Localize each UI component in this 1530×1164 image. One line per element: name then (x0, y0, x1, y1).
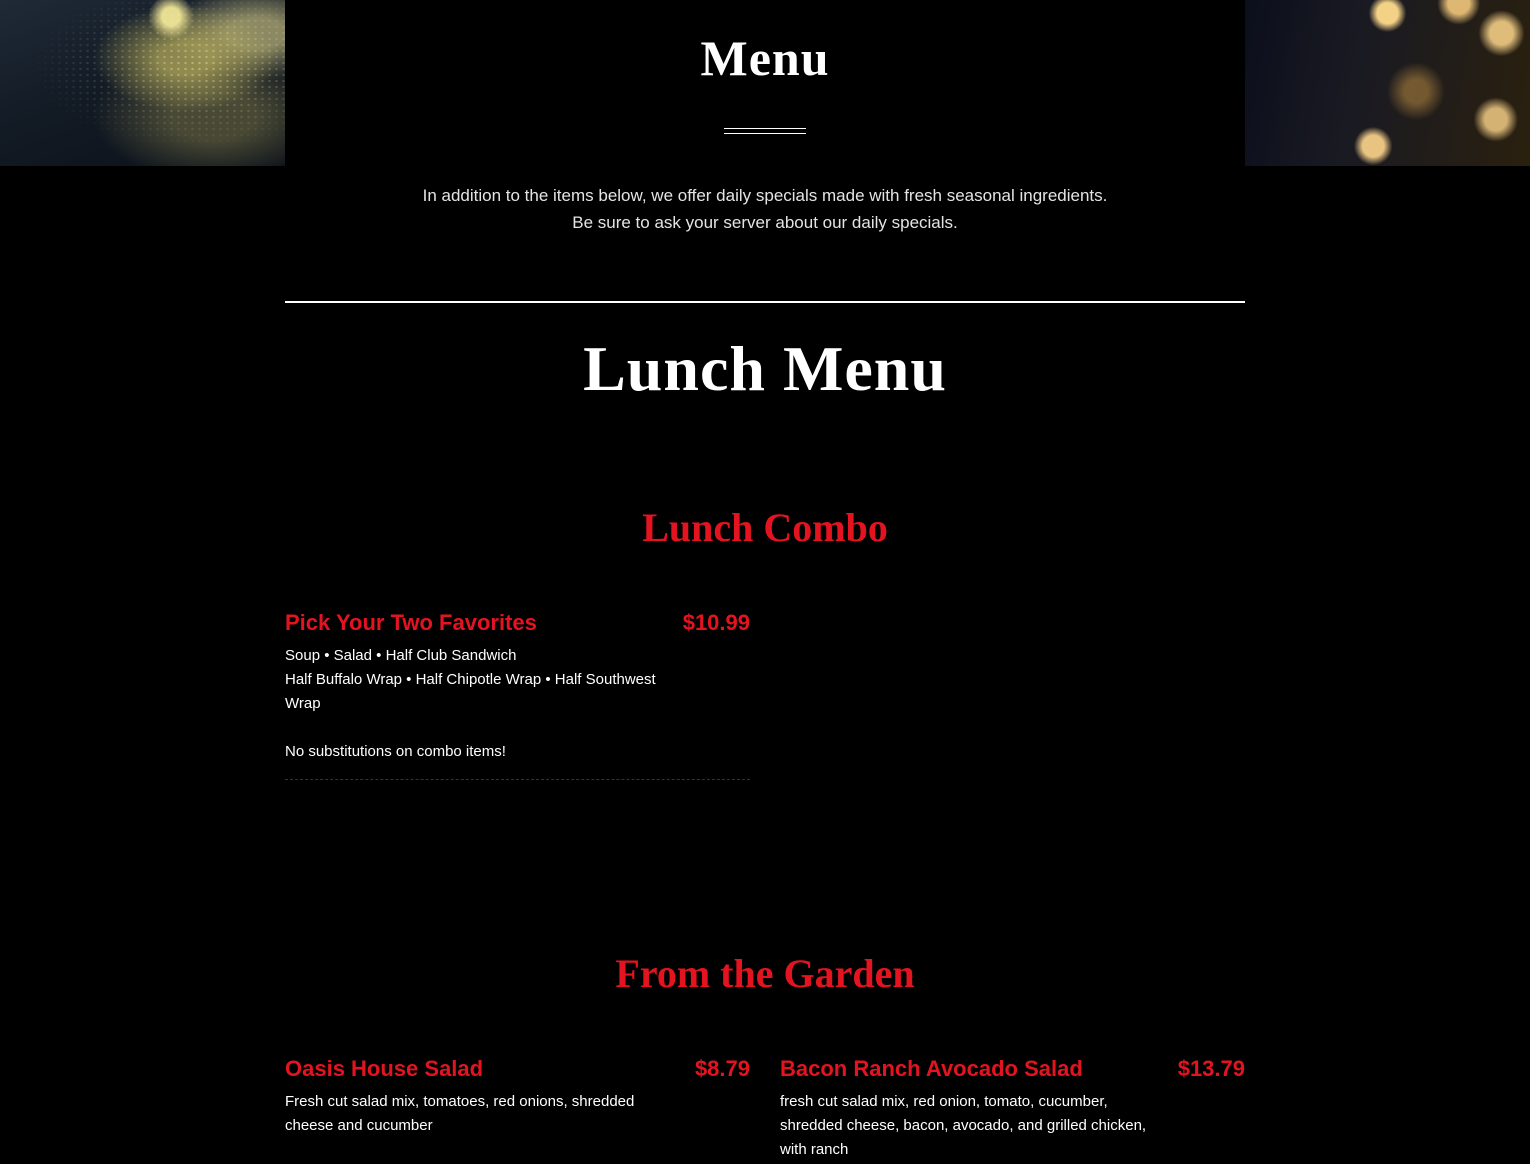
item-price: $8.79 (694, 1056, 750, 1081)
item-name: Bacon Ranch Avocado Salad (780, 1056, 1083, 1081)
item-description-line: Half Buffalo Wrap • Half Chipotle Wrap • Half Southwest Wrap (285, 671, 656, 712)
menu-item-bacon-ranch-avocado-salad (780, 1056, 1245, 1162)
intro-line: Be sure to ask your server about our daily specials. (572, 213, 958, 232)
item-description (780, 1090, 1155, 1162)
page-title: Menu (700, 30, 830, 86)
item-description (285, 644, 660, 716)
item-description (285, 1090, 660, 1138)
menu-container (285, 0, 1245, 1158)
item-price: $13.79 (1177, 1056, 1245, 1081)
hero-image-left (0, 0, 285, 166)
title-divider (724, 128, 806, 134)
category-title-lunch-combo: Lunch Combo (642, 505, 888, 550)
item-divider (285, 779, 750, 780)
item-description-line: fresh cut salad mix, red onion, tomato, cucumber, shredded cheese, bacon, avocado, and grilled chicken, with ranch (780, 1093, 1147, 1158)
hero-image-right (1245, 0, 1530, 166)
category-title-from-the-garden: From the Garden (615, 951, 915, 996)
item-price: $10.99 (682, 610, 750, 635)
section-divider (285, 301, 1245, 303)
intro-line: In addition to the items below, we offer daily specials made with fresh seasonal ingredients. (422, 186, 1108, 205)
item-note: No substitutions on combo items! (285, 743, 506, 760)
item-name: Pick Your Two Favorites (285, 610, 537, 635)
menu-item-pick-your-two (285, 610, 750, 780)
item-name: Oasis House Salad (285, 1056, 484, 1081)
item-description-line: Soup • Salad • Half Club Sandwich (285, 647, 517, 664)
intro-text (285, 182, 1245, 236)
lunch-menu-title: Lunch Menu (583, 333, 947, 404)
menu-item-oasis-house-salad (285, 1056, 750, 1138)
item-description-line: Fresh cut salad mix, tomatoes, red onions, shredded cheese and cucumber (285, 1093, 635, 1134)
